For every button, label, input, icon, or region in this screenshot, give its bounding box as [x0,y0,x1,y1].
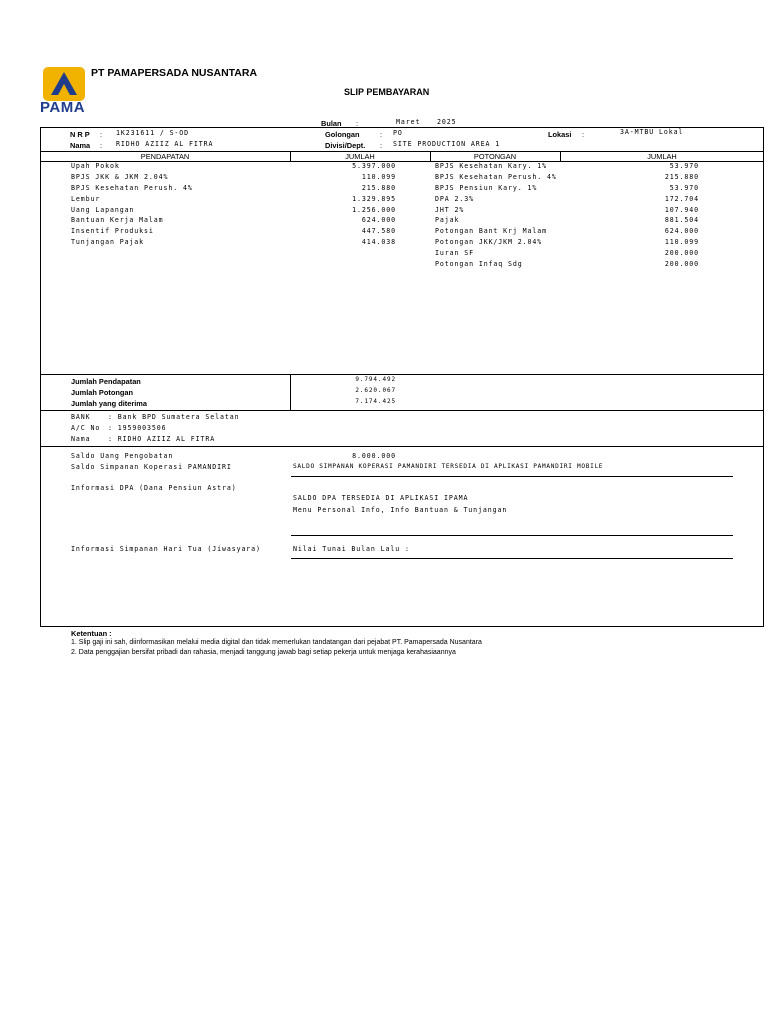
golongan-label: Golongan [325,130,360,139]
nama-sep: : [100,141,103,150]
ketentuan-item: 1. Slip gaji ini sah, diinformasikan melalui media digital dan tidak memerlukan tandatangan dari pejabat PT. Pamapersada Nusantara [71,639,482,646]
list-item: 200.000 [664,249,699,257]
list-item: 215.880 [361,184,396,192]
period-year: 2025 [437,118,457,126]
ketentuan-title: Ketentuan : [71,629,112,638]
list-item: 881.504 [664,216,699,224]
list-item: 414.038 [361,238,396,246]
list-item: 110.099 [664,238,699,246]
ketentuan-item: 2. Data penggajian bersifat pribadi dan rahasia, menjadi tanggung jawab bagi setiap pekerja untuk menjaga kerahasiaannya [71,649,456,656]
list-item: BPJS Kesehatan Perush. 4% [71,184,193,192]
header-potongan: POTONGAN [473,152,517,161]
list-item: 110.099 [361,173,396,181]
list-item: JHT 2% [435,206,465,214]
period-label: Bulan [321,119,342,128]
list-item: Potongan Infaq Sdg [435,260,523,268]
bank-label: BANK [71,413,91,421]
list-item: 1.256.000 [352,206,396,214]
list-item: 624.000 [664,227,699,235]
list-item: BPJS JKK & JKM 2.04% [71,173,169,181]
list-item: 1.329.895 [352,195,396,203]
bank-nama-label: Nama [71,435,91,443]
bank-value: : Bank BPD Sumatera Selatan [108,413,240,421]
ac-value: : 1959003506 [108,424,167,432]
list-item: 5.397.000 [352,162,396,170]
list-item: Potongan Bant Krj Malam [435,227,548,235]
golongan-value: PO [393,129,403,137]
list-item: BPJS Pensiun Kary. 1% [435,184,538,192]
dpa-label: Informasi DPA (Dana Pensiun Astra) [71,484,237,492]
list-item: 215.880 [664,173,699,181]
company-name: PT PAMAPERSADA NUSANTARA [91,67,258,79]
list-item: 53.970 [669,184,699,192]
total-potongan-label: Jumlah Potongan [71,388,134,397]
list-item: Lembur [71,195,101,203]
lokasi-sep: : [582,130,585,139]
nama-label: Nama [70,141,91,150]
nama-value: RIDHO AZIIZ AL FITRA [116,140,214,148]
nrp-label: N R P [70,130,90,139]
list-item: BPJS Kesehatan Kary. 1% [435,162,548,170]
saldo-koperasi-note: SALDO SIMPANAN KOPERASI PAMANDIRI TERSEDIA DI APLIKASI PAMANDIRI MOBILE [293,463,604,470]
total-diterima-label: Jumlah yang diterima [71,399,147,408]
list-item: Iuran SF [435,249,474,257]
total-potongan-value: 2.620.067 [355,387,396,394]
logo-text: PAMA [40,99,86,116]
list-item: 200.000 [664,260,699,268]
lokasi-value: 3A-MTBU Lokal [620,128,684,136]
list-item: 624.000 [361,216,396,224]
list-item: Insentif Produksi [71,227,154,235]
period-sep: : [356,119,359,128]
list-item: 172.704 [664,195,699,203]
dpa-note-2: Menu Personal Info, Info Bantuan & Tunjangan [293,506,508,514]
saldo-koperasi-label: Saldo Simpanan Koperasi PAMANDIRI [71,463,232,471]
saldo-pengobatan-value: 8.000.000 [352,452,396,460]
divisi-sep: : [380,141,383,150]
header-pendapatan: PENDAPATAN [140,152,190,161]
header-jumlah-1: JUMLAH [345,152,375,161]
jht-label: Informasi Simpanan Hari Tua (Jiwasyara) [71,545,261,553]
saldo-pengobatan-label: Saldo Uang Pengobatan [71,452,174,460]
list-item: Pajak [435,216,460,224]
dpa-note-1: SALDO DPA TERSEDIA DI APLIKASI IPAMA [293,494,469,502]
list-item: Potongan JKK/JKM 2.04% [435,238,543,246]
nrp-value: 1K231611 / S-OD [116,129,190,137]
golongan-sep: : [380,130,383,139]
company-logo [40,66,88,118]
list-item: BPJS Kesehatan Perush. 4% [435,173,557,181]
list-item: 107.940 [664,206,699,214]
header-jumlah-2: JUMLAH [647,152,677,161]
ac-label: A/C No [71,424,101,432]
list-item: 53.970 [669,162,699,170]
jht-note: Nilai Tunai Bulan Lalu : [293,545,410,553]
list-item: 447.580 [361,227,396,235]
list-item: Upah Pokok [71,162,120,170]
list-item: Bantuan Kerja Malam [71,216,164,224]
total-pendapatan-value: 9.794.492 [355,376,396,383]
divisi-label: Divisi/Dept. [325,141,366,150]
bank-nama-value: : RIDHO AZIIZ AL FITRA [108,435,216,443]
page-title: SLIP PEMBAYARAN [344,87,430,97]
total-pendapatan-label: Jumlah Pendapatan [71,377,141,386]
list-item: Uang Lapangan [71,206,135,214]
period-month: Maret [396,118,421,126]
divisi-value: SITE PRODUCTION AREA 1 [393,140,501,148]
list-item: Tunjangan Pajak [71,238,145,246]
lokasi-label: Lokasi [548,130,572,139]
nrp-sep: : [100,130,103,139]
total-diterima-value: 7.174.425 [355,398,396,405]
list-item: DPA 2.3% [435,195,474,203]
